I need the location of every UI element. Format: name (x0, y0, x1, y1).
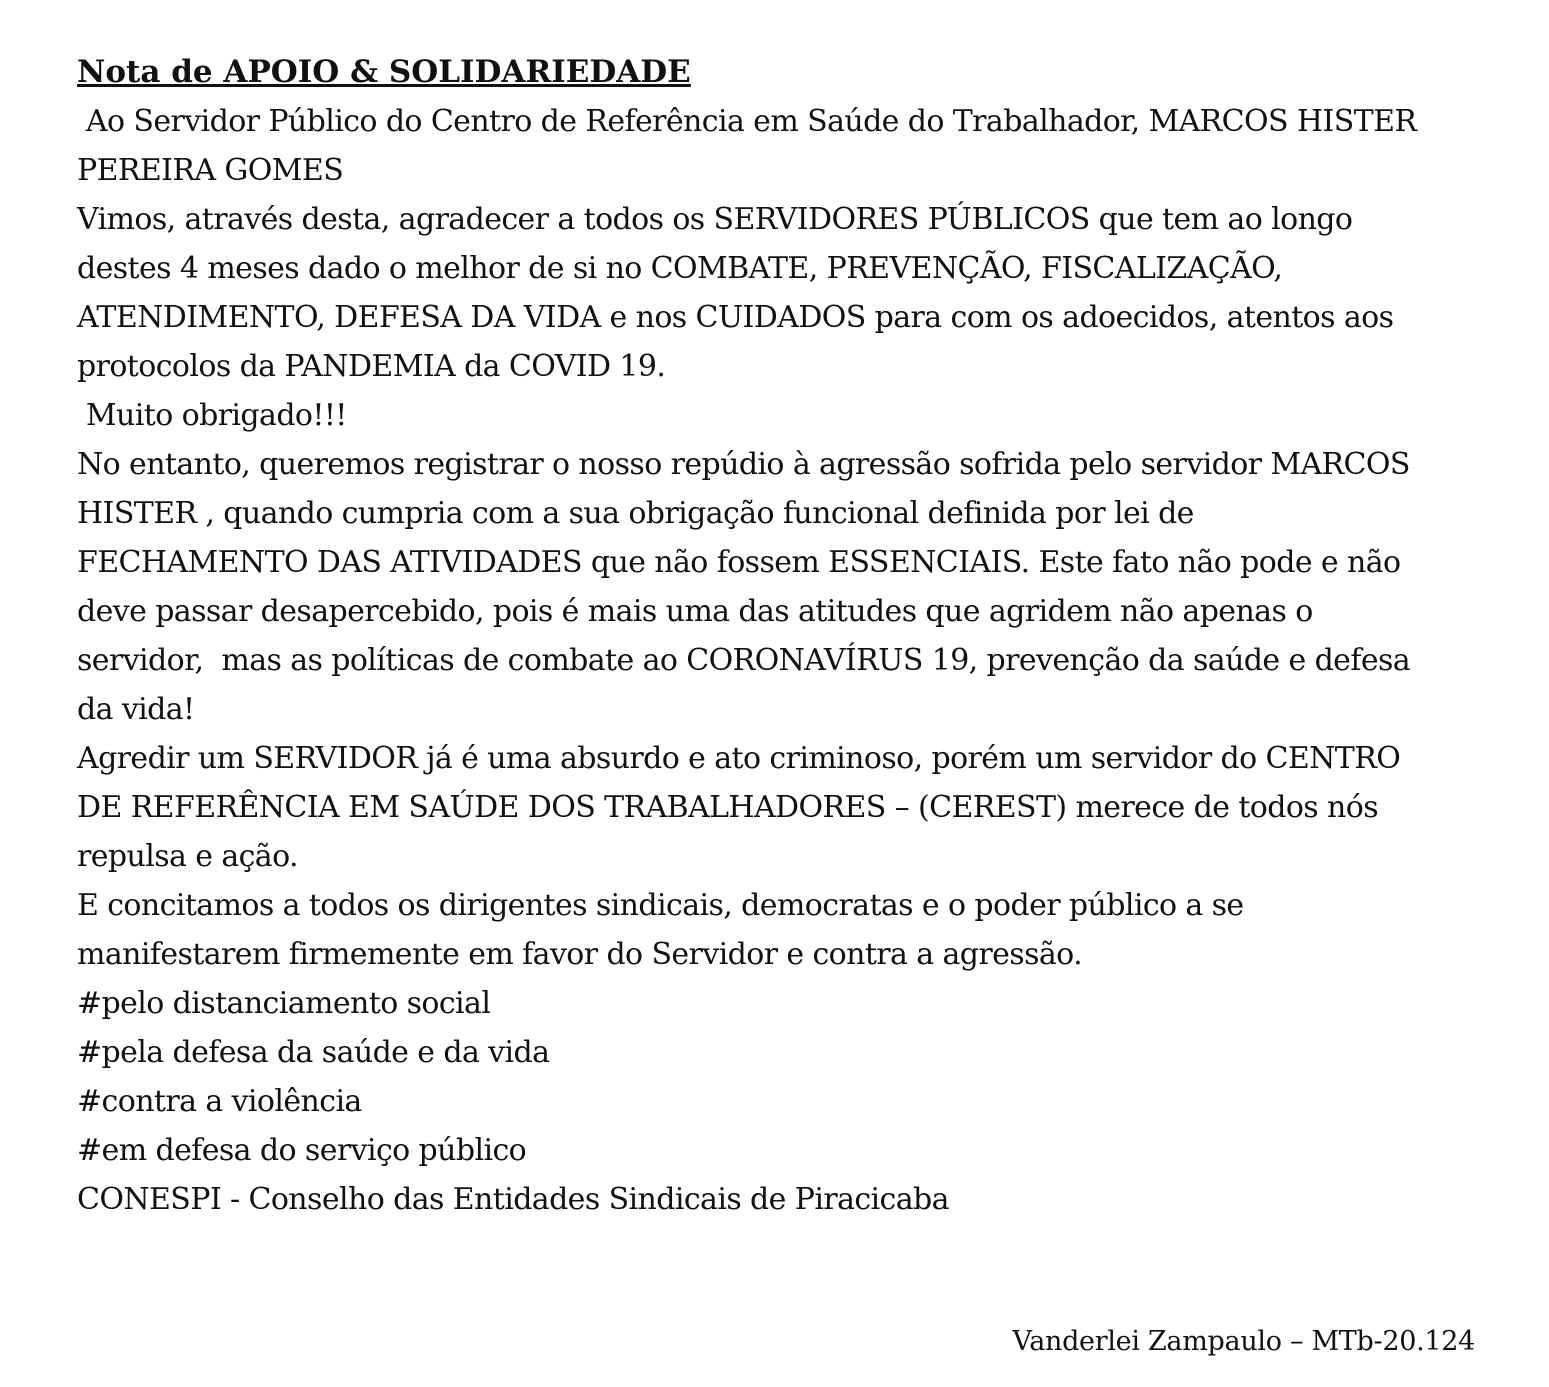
hashtag-line: #contra a violência (77, 1084, 362, 1119)
text-line: Ao Servidor Público do Centro de Referência em Saúde do Trabalhador, MARCOS HISTER (77, 104, 1417, 139)
text-line: manifestarem firmemente em favor do Servidor e contra a agressão. (77, 937, 1083, 972)
hashtag-line: #em defesa do serviço público (77, 1133, 527, 1168)
text-line: da vida! (77, 692, 195, 727)
hashtag-line: #pelo distanciamento social (77, 986, 491, 1021)
text-line: deve passar desapercebido, pois é mais uma das atitudes que agridem não apenas o (77, 594, 1313, 629)
text-line: destes 4 meses dado o melhor de si no COMBATE, PREVENÇÃO, FISCALIZAÇÃO, (77, 251, 1283, 286)
organization-line: CONESPI - Conselho das Entidades Sindicais de Piracicaba (77, 1182, 949, 1217)
text-line: Agredir um SERVIDOR já é uma absurdo e ato criminoso, porém um servidor do CENTRO (77, 741, 1401, 776)
text-line: repulsa e ação. (77, 839, 298, 874)
text-line: servidor, mas as políticas de combate ao CORONAVÍRUS 19, prevenção da saúde e defesa (77, 643, 1411, 678)
text-line: ATENDIMENTO, DEFESA DA VIDA e nos CUIDADOS para com os adoecidos, atentos aos (77, 300, 1394, 335)
text-line: PEREIRA GOMES (77, 153, 344, 188)
text-line: Vimos, através desta, agradecer a todos os SERVIDORES PÚBLICOS que tem ao longo (77, 202, 1353, 237)
text-line: E concitamos a todos os dirigentes sindicais, democratas e o poder público a se (77, 888, 1244, 923)
signature: Vanderlei Zampaulo – MTb-20.124 (1012, 1326, 1475, 1357)
text-line: protocolos da PANDEMIA da COVID 19. (77, 349, 666, 384)
document-title: Nota de APOIO & SOLIDARIEDADE (77, 54, 691, 90)
text-line: HISTER , quando cumpria com a sua obrigação funcional definida por lei de (77, 496, 1194, 531)
text-line: FECHAMENTO DAS ATIVIDADES que não fossem ESSENCIAIS. Este fato não pode e não (77, 545, 1401, 580)
text-line: DE REFERÊNCIA EM SAÚDE DOS TRABALHADORES – (CEREST) merece de todos nós (77, 790, 1379, 825)
text-line: No entanto, queremos registrar o nosso repúdio à agressão sofrida pelo servidor MARCOS (77, 447, 1410, 482)
hashtag-line: #pela defesa da saúde e da vida (77, 1035, 550, 1070)
document-body (77, 48, 1497, 1224)
text-line: Muito obrigado!!! (77, 398, 347, 433)
